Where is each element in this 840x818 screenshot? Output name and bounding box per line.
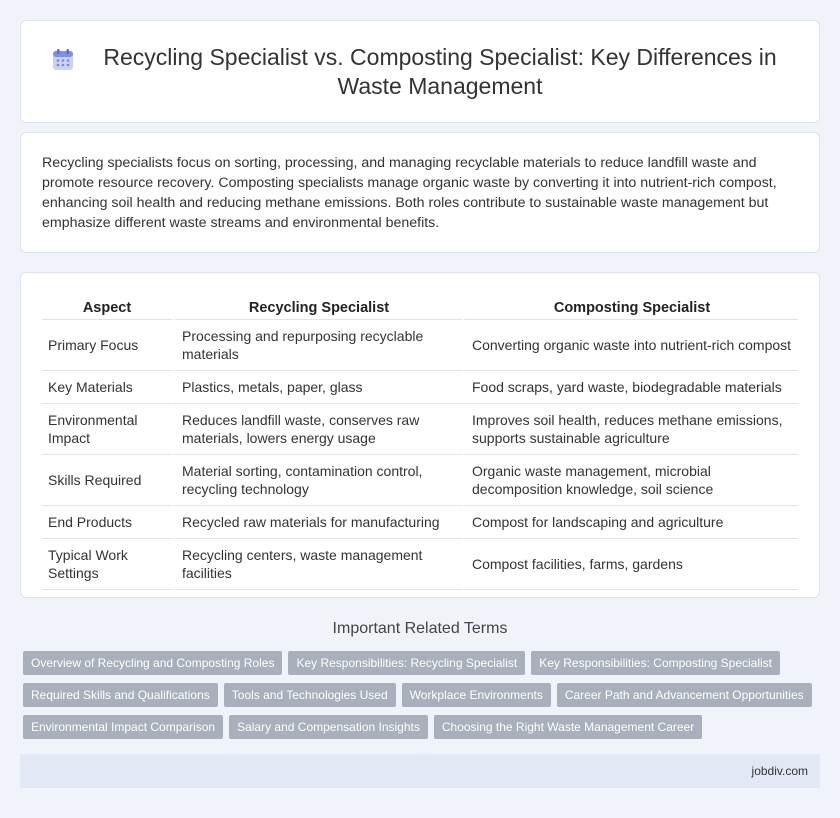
table-row [42,539,798,590]
row-composting: Compost facilities, farms, gardens [462,539,798,590]
page-title: Recycling Specialist vs. Composting Specialist: Key Differences in Waste Management [103,43,777,99]
footer-site-link[interactable]: jobdiv.com [751,764,808,778]
row-aspect: Typical Work Settings [42,539,172,590]
related-term-tag[interactable]: Workplace Environments [402,683,551,707]
row-composting: Compost for landscaping and agriculture [462,506,798,539]
related-term-tag[interactable]: Key Responsibilities: Recycling Specialist [288,651,525,675]
row-aspect: Key Materials [42,371,172,404]
row-composting: Food scraps, yard waste, biodegradable materials [462,371,798,404]
related-term-tag[interactable]: Career Path and Advancement Opportunities [557,683,812,707]
related-term-tag[interactable]: Overview of Recycling and Composting Roles [23,651,282,675]
row-recycling: Reduces landfill waste, conserves raw materials, lowers energy usage [172,404,462,455]
related-term-tag[interactable]: Tools and Technologies Used [224,683,396,707]
summary-text: Recycling specialists focus on sorting, processing, and managing recyclable materials to reduce landfill waste and promote resource recovery. Composting specialists manage organic waste by converting it into nutrient-rich compost, enhancing soil health and reducing methane emissions. Both roles contribute to sustainable waste management but emphasize different waste streams and environmental benefits. [42,155,777,231]
row-recycling: Material sorting, contamination control, recycling technology [172,455,462,506]
related-terms-title: Important Related Terms [332,620,508,637]
footer [20,754,820,788]
row-recycling: Processing and repurposing recyclable materials [172,320,462,371]
header-recycling: Recycling Specialist [172,295,462,320]
row-aspect: Environmental Impact [42,404,172,455]
header-card [20,20,820,123]
row-recycling: Recycled raw materials for manufacturing [172,506,462,539]
row-composting: Organic waste management, microbial decomposition knowledge, soil science [462,455,798,506]
row-aspect: Primary Focus [42,320,172,371]
related-term-tag[interactable]: Choosing the Right Waste Management Career [434,715,702,739]
related-term-tag[interactable]: Salary and Compensation Insights [229,715,428,739]
summary-card [20,132,820,253]
row-aspect: End Products [42,506,172,539]
table-row [42,404,798,455]
comparison-card [20,272,820,598]
table-header-row [42,295,798,320]
related-term-tag[interactable]: Key Responsibilities: Composting Specialist [531,651,780,675]
header-aspect: Aspect [42,295,172,320]
related-term-tag[interactable]: Environmental Impact Comparison [23,715,223,739]
table-row [42,455,798,506]
header-composting: Composting Specialist [462,295,798,320]
table-row [42,371,798,404]
related-terms-list [23,651,823,739]
row-composting: Converting organic waste into nutrient-rich compost [462,320,798,371]
row-recycling: Plastics, metals, paper, glass [172,371,462,404]
row-aspect: Skills Required [42,455,172,506]
row-composting: Improves soil health, reduces methane emissions, supports sustainable agriculture [462,404,798,455]
related-term-tag[interactable]: Required Skills and Qualifications [23,683,218,707]
comparison-table [42,295,798,590]
row-recycling: Recycling centers, waste management facilities [172,539,462,590]
table-row [42,506,798,539]
table-row [42,320,798,371]
